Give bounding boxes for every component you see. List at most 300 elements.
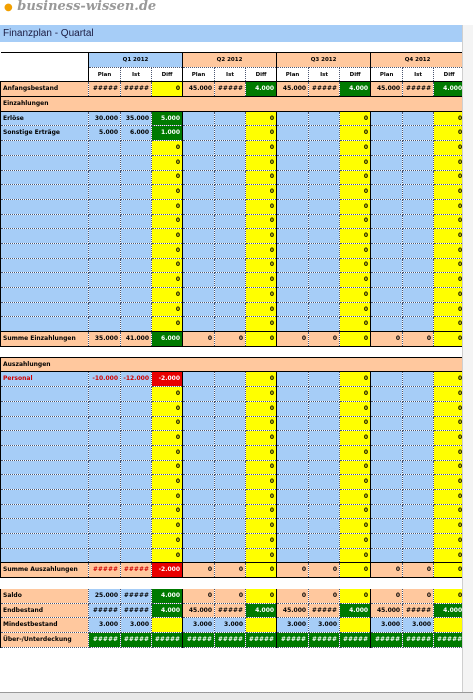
cell-q1-plan[interactable] — [89, 229, 121, 244]
cell-q3-ist[interactable] — [309, 199, 340, 214]
cell-q2-ist[interactable] — [215, 111, 246, 126]
cell-q3-ist[interactable] — [309, 111, 340, 126]
cell-q2-plan[interactable]: 45.000 — [183, 82, 215, 97]
cell-q2-plan[interactable] — [183, 288, 215, 303]
cell-q2-ist[interactable] — [215, 229, 246, 244]
cell-q1-ist[interactable]: 3.000 — [121, 618, 152, 633]
cell-q4-plan[interactable] — [371, 258, 403, 273]
cell-q1-ist[interactable] — [121, 141, 152, 156]
row-label[interactable] — [1, 185, 89, 200]
cell-q3-ist[interactable] — [309, 155, 340, 170]
cell-q4-diff[interactable]: 0 — [434, 199, 465, 214]
row-label[interactable] — [1, 288, 89, 303]
cell-q4-diff[interactable]: 0 — [434, 229, 465, 244]
row-label[interactable] — [1, 155, 89, 170]
cell-q1-plan[interactable] — [89, 214, 121, 229]
cell-q3-plan[interactable] — [277, 489, 309, 504]
cell-q1-ist[interactable]: 41.000 — [121, 332, 152, 347]
cell-q4-plan[interactable]: 0 — [371, 332, 403, 347]
cell-q1-ist[interactable] — [121, 199, 152, 214]
cell-q1-diff[interactable]: 0 — [152, 229, 183, 244]
cell-q1-diff[interactable]: 0 — [152, 214, 183, 229]
cell-q1-diff[interactable]: 0 — [152, 273, 183, 288]
cell-q2-diff[interactable]: 0 — [246, 155, 277, 170]
cell-q3-ist[interactable]: 3.000 — [309, 618, 340, 633]
cell-q2-ist[interactable] — [215, 475, 246, 490]
cell-q3-plan[interactable] — [277, 548, 309, 563]
row-label[interactable]: Sonstige Erträge — [1, 126, 89, 141]
cell-q4-ist[interactable] — [403, 548, 434, 563]
cell-q3-plan[interactable]: 0 — [277, 589, 309, 604]
cell-q1-plan[interactable] — [89, 548, 121, 563]
cell-q1-ist[interactable] — [121, 155, 152, 170]
cell-q3-diff[interactable]: 0 — [340, 401, 371, 416]
cell-q2-ist[interactable]: ##### — [215, 633, 246, 648]
cell-q4-diff[interactable]: 0 — [434, 111, 465, 126]
cell-q3-plan[interactable] — [277, 302, 309, 317]
cell-q4-ist[interactable] — [403, 258, 434, 273]
cell-q1-ist[interactable] — [121, 243, 152, 258]
cell-q3-diff[interactable]: 0 — [340, 155, 371, 170]
cell-q3-plan[interactable]: 45.000 — [277, 82, 309, 97]
row-label[interactable]: Anfangsbestand — [1, 82, 89, 97]
cell-q4-ist[interactable] — [403, 302, 434, 317]
cell-q1-ist[interactable]: ##### — [121, 589, 152, 604]
cell-q4-ist[interactable]: 0 — [403, 563, 434, 578]
cell-q1-plan[interactable]: 5.000 — [89, 126, 121, 141]
cell-q1-plan[interactable] — [89, 504, 121, 519]
cell-q4-diff[interactable]: 0 — [434, 332, 465, 347]
cell-q2-diff[interactable]: 0 — [246, 170, 277, 185]
cell-q3-diff[interactable]: 0 — [340, 387, 371, 402]
cell-q1-diff[interactable]: 0 — [152, 288, 183, 303]
cell-q3-plan[interactable] — [277, 445, 309, 460]
cell-q3-ist[interactable] — [309, 460, 340, 475]
cell-q3-ist[interactable] — [309, 302, 340, 317]
cell-q2-plan[interactable] — [183, 534, 215, 549]
row-label[interactable] — [1, 302, 89, 317]
cell-q1-plan[interactable]: 30.000 — [89, 111, 121, 126]
cell-q1-plan[interactable] — [89, 534, 121, 549]
cell-q4-ist[interactable] — [403, 317, 434, 332]
cell-q4-ist[interactable] — [403, 519, 434, 534]
cell-q4-ist[interactable]: 3.000 — [403, 618, 434, 633]
cell-q1-diff[interactable]: 0 — [152, 401, 183, 416]
cell-q3-ist[interactable] — [309, 185, 340, 200]
cell-q3-plan[interactable] — [277, 214, 309, 229]
cell-q4-diff[interactable]: 0 — [434, 155, 465, 170]
cell-q2-diff[interactable]: 0 — [246, 214, 277, 229]
cell-q4-plan[interactable]: 45.000 — [371, 82, 403, 97]
cell-q1-plan[interactable] — [89, 401, 121, 416]
row-label[interactable]: Über-/Unterdeckung — [1, 633, 89, 648]
cell-q2-diff[interactable]: ##### — [246, 633, 277, 648]
cell-q4-diff[interactable]: 0 — [434, 563, 465, 578]
cell-q3-diff[interactable]: 0 — [340, 170, 371, 185]
row-label[interactable] — [1, 475, 89, 490]
sheet-tab-bar[interactable] — [0, 692, 473, 700]
cell-q1-ist[interactable] — [121, 317, 152, 332]
cell-q3-ist[interactable] — [309, 288, 340, 303]
cell-q4-ist[interactable]: ##### — [403, 82, 434, 97]
cell-q1-plan[interactable] — [89, 243, 121, 258]
cell-q1-ist[interactable] — [121, 504, 152, 519]
cell-q3-diff[interactable]: 4.000 — [340, 82, 371, 97]
cell-q1-plan[interactable] — [89, 387, 121, 402]
cell-q3-plan[interactable]: 3.000 — [277, 618, 309, 633]
cell-q2-plan[interactable] — [183, 460, 215, 475]
cell-q1-ist[interactable] — [121, 288, 152, 303]
cell-q1-ist[interactable] — [121, 548, 152, 563]
cell-q4-plan[interactable] — [371, 214, 403, 229]
cell-q4-ist[interactable] — [403, 489, 434, 504]
row-label[interactable] — [1, 273, 89, 288]
cell-q3-ist[interactable]: 0 — [309, 563, 340, 578]
cell-q3-plan[interactable] — [277, 401, 309, 416]
cell-q3-diff[interactable]: 0 — [340, 185, 371, 200]
cell-q4-plan[interactable] — [371, 126, 403, 141]
cell-q2-plan[interactable] — [183, 185, 215, 200]
cell-q1-plan[interactable] — [89, 302, 121, 317]
cell-q3-ist[interactable] — [309, 489, 340, 504]
cell-q3-plan[interactable] — [277, 111, 309, 126]
cell-q1-diff[interactable]: -2.000 — [152, 372, 183, 387]
row-label[interactable] — [1, 401, 89, 416]
row-label[interactable] — [1, 534, 89, 549]
cell-q4-ist[interactable] — [403, 460, 434, 475]
cell-q3-diff[interactable]: 0 — [340, 317, 371, 332]
cell-q1-ist[interactable] — [121, 302, 152, 317]
cell-q1-plan[interactable] — [89, 170, 121, 185]
cell-q4-diff[interactable]: 0 — [434, 387, 465, 402]
cell-q2-plan[interactable] — [183, 401, 215, 416]
cell-q4-ist[interactable] — [403, 534, 434, 549]
cell-q1-diff[interactable]: 4.000 — [152, 603, 183, 618]
cell-q3-plan[interactable]: ##### — [277, 633, 309, 648]
cell-q4-diff[interactable]: 4.000 — [434, 82, 465, 97]
cell-q2-ist[interactable] — [215, 170, 246, 185]
cell-q2-ist[interactable] — [215, 126, 246, 141]
cell-q2-ist[interactable] — [215, 534, 246, 549]
cell-q1-diff[interactable]: 5.000 — [152, 111, 183, 126]
cell-q4-diff[interactable]: 4.000 — [434, 603, 465, 618]
cell-q1-diff[interactable]: 0 — [152, 141, 183, 156]
cell-q1-diff[interactable]: 0 — [152, 504, 183, 519]
cell-q4-diff[interactable]: 0 — [434, 534, 465, 549]
cell-q2-plan[interactable] — [183, 445, 215, 460]
cell-q1-plan[interactable] — [89, 141, 121, 156]
cell-q4-plan[interactable] — [371, 534, 403, 549]
cell-q1-diff[interactable]: 0 — [152, 445, 183, 460]
cell-q2-plan[interactable] — [183, 273, 215, 288]
cell-q4-ist[interactable] — [403, 475, 434, 490]
cell-q3-ist[interactable] — [309, 229, 340, 244]
cell-q4-ist[interactable]: ##### — [403, 633, 434, 648]
cell-q4-ist[interactable] — [403, 170, 434, 185]
cell-q2-diff[interactable]: 0 — [246, 534, 277, 549]
cell-q1-plan[interactable]: ##### — [89, 563, 121, 578]
cell-q3-plan[interactable] — [277, 475, 309, 490]
cell-q4-ist[interactable] — [403, 185, 434, 200]
cell-q1-diff[interactable]: 0 — [152, 431, 183, 446]
cell-q3-plan[interactable] — [277, 431, 309, 446]
cell-q1-plan[interactable] — [89, 258, 121, 273]
cell-q3-plan[interactable] — [277, 372, 309, 387]
cell-q1-diff[interactable] — [152, 618, 183, 633]
cell-q4-plan[interactable] — [371, 475, 403, 490]
cell-q4-ist[interactable]: 0 — [403, 589, 434, 604]
cell-q2-plan[interactable] — [183, 519, 215, 534]
cell-q3-ist[interactable] — [309, 431, 340, 446]
cell-q2-diff[interactable]: 0 — [246, 332, 277, 347]
cell-q1-ist[interactable] — [121, 258, 152, 273]
cell-q2-diff[interactable]: 0 — [246, 243, 277, 258]
cell-q1-plan[interactable]: ##### — [89, 82, 121, 97]
cell-q1-plan[interactable] — [89, 431, 121, 446]
cell-q3-diff[interactable]: 0 — [340, 111, 371, 126]
cell-q3-ist[interactable] — [309, 475, 340, 490]
cell-q4-plan[interactable] — [371, 387, 403, 402]
cell-q4-diff[interactable]: 0 — [434, 401, 465, 416]
cell-q2-ist[interactable]: 3.000 — [215, 618, 246, 633]
cell-q4-diff[interactable]: 0 — [434, 273, 465, 288]
row-label[interactable]: Mindestbestand — [1, 618, 89, 633]
cell-q1-diff[interactable]: 0 — [152, 170, 183, 185]
row-label[interactable] — [1, 229, 89, 244]
cell-q3-plan[interactable] — [277, 199, 309, 214]
cell-q2-diff[interactable]: 0 — [246, 445, 277, 460]
cell-q2-plan[interactable] — [183, 141, 215, 156]
cell-q2-diff[interactable]: 0 — [246, 416, 277, 431]
cell-q2-plan[interactable] — [183, 302, 215, 317]
cell-q4-plan[interactable] — [371, 155, 403, 170]
cell-q3-plan[interactable] — [277, 534, 309, 549]
cell-q2-plan[interactable]: 45.000 — [183, 603, 215, 618]
row-label[interactable]: Summe Auszahlungen — [1, 563, 89, 578]
cell-q2-diff[interactable]: 0 — [246, 372, 277, 387]
cell-q2-diff[interactable]: 0 — [246, 317, 277, 332]
cell-q2-ist[interactable] — [215, 489, 246, 504]
cell-q1-ist[interactable]: ##### — [121, 82, 152, 97]
cell-q2-plan[interactable] — [183, 548, 215, 563]
cell-q1-diff[interactable]: 0 — [152, 302, 183, 317]
cell-q4-plan[interactable] — [371, 548, 403, 563]
cell-q2-ist[interactable] — [215, 273, 246, 288]
cell-q1-diff[interactable]: ##### — [152, 633, 183, 648]
cell-q4-diff[interactable]: 0 — [434, 431, 465, 446]
cell-q2-plan[interactable]: 0 — [183, 563, 215, 578]
cell-q2-ist[interactable]: 0 — [215, 332, 246, 347]
cell-q2-plan[interactable]: ##### — [183, 633, 215, 648]
cell-q2-ist[interactable] — [215, 445, 246, 460]
cell-q3-diff[interactable]: 0 — [340, 563, 371, 578]
cell-q1-ist[interactable] — [121, 229, 152, 244]
cell-q4-diff[interactable]: 0 — [434, 460, 465, 475]
cell-q3-ist[interactable] — [309, 141, 340, 156]
cell-q4-plan[interactable] — [371, 288, 403, 303]
cell-q3-diff[interactable]: 0 — [340, 519, 371, 534]
cell-q2-ist[interactable] — [215, 243, 246, 258]
cell-q3-plan[interactable]: 0 — [277, 332, 309, 347]
cell-q2-plan[interactable] — [183, 243, 215, 258]
row-label[interactable] — [1, 243, 89, 258]
cell-q2-ist[interactable] — [215, 155, 246, 170]
cell-q3-ist[interactable] — [309, 170, 340, 185]
cell-q3-ist[interactable] — [309, 372, 340, 387]
cell-q3-diff[interactable]: 0 — [340, 258, 371, 273]
row-label[interactable]: Saldo — [1, 589, 89, 604]
cell-q1-diff[interactable]: 0 — [152, 199, 183, 214]
cell-q1-diff[interactable]: 0 — [152, 82, 183, 97]
row-label[interactable] — [1, 416, 89, 431]
cell-q4-plan[interactable] — [371, 372, 403, 387]
cell-q1-diff[interactable]: 4.000 — [152, 589, 183, 604]
cell-q4-diff[interactable]: 0 — [434, 258, 465, 273]
row-label[interactable]: Summe Einzahlungen — [1, 332, 89, 347]
cell-q2-ist[interactable] — [215, 416, 246, 431]
cell-q4-diff[interactable] — [434, 618, 465, 633]
cell-q1-ist[interactable]: ##### — [121, 603, 152, 618]
row-label[interactable] — [1, 504, 89, 519]
cell-q1-diff[interactable]: 0 — [152, 243, 183, 258]
cell-q4-ist[interactable] — [403, 445, 434, 460]
cell-q3-plan[interactable] — [277, 504, 309, 519]
cell-q2-plan[interactable] — [183, 155, 215, 170]
cell-q1-plan[interactable] — [89, 199, 121, 214]
cell-q1-ist[interactable]: ##### — [121, 633, 152, 648]
row-label[interactable] — [1, 258, 89, 273]
cell-q2-diff[interactable]: 0 — [246, 141, 277, 156]
cell-q3-diff[interactable]: 0 — [340, 243, 371, 258]
cell-q4-plan[interactable] — [371, 489, 403, 504]
cell-q2-ist[interactable] — [215, 258, 246, 273]
cell-q1-plan[interactable]: -10.000 — [89, 372, 121, 387]
cell-q3-ist[interactable] — [309, 317, 340, 332]
row-label[interactable] — [1, 460, 89, 475]
cell-q4-plan[interactable] — [371, 170, 403, 185]
cell-q3-ist[interactable] — [309, 126, 340, 141]
cell-q1-ist[interactable] — [121, 401, 152, 416]
cell-q3-plan[interactable] — [277, 317, 309, 332]
cell-q3-diff[interactable]: 0 — [340, 445, 371, 460]
cell-q1-diff[interactable]: 0 — [152, 534, 183, 549]
cell-q3-ist[interactable] — [309, 416, 340, 431]
cell-q3-ist[interactable] — [309, 534, 340, 549]
cell-q4-plan[interactable]: 3.000 — [371, 618, 403, 633]
cell-q3-ist[interactable] — [309, 548, 340, 563]
row-label[interactable]: Endbestand — [1, 603, 89, 618]
cell-q4-diff[interactable]: 0 — [434, 445, 465, 460]
cell-q2-plan[interactable] — [183, 199, 215, 214]
cell-q3-ist[interactable]: ##### — [309, 82, 340, 97]
cell-q2-diff[interactable]: 0 — [246, 199, 277, 214]
cell-q4-diff[interactable]: 0 — [434, 185, 465, 200]
cell-q2-ist[interactable]: 0 — [215, 589, 246, 604]
cell-q2-ist[interactable]: 0 — [215, 563, 246, 578]
cell-q1-ist[interactable] — [121, 416, 152, 431]
cell-q1-plan[interactable] — [89, 273, 121, 288]
cell-q2-diff[interactable]: 0 — [246, 563, 277, 578]
cell-q4-diff[interactable]: 0 — [434, 589, 465, 604]
cell-q3-diff[interactable]: 0 — [340, 273, 371, 288]
cell-q2-plan[interactable] — [183, 489, 215, 504]
cell-q1-diff[interactable]: 0 — [152, 460, 183, 475]
cell-q4-diff[interactable]: 0 — [434, 243, 465, 258]
cell-q3-diff[interactable]: 0 — [340, 416, 371, 431]
cell-q1-ist[interactable]: 6.000 — [121, 126, 152, 141]
cell-q2-diff[interactable]: 0 — [246, 589, 277, 604]
cell-q4-ist[interactable] — [403, 431, 434, 446]
cell-q1-ist[interactable]: -12.000 — [121, 372, 152, 387]
cell-q3-ist[interactable]: 0 — [309, 589, 340, 604]
cell-q1-ist[interactable] — [121, 534, 152, 549]
cell-q3-ist[interactable] — [309, 445, 340, 460]
cell-q2-diff[interactable]: 4.000 — [246, 603, 277, 618]
cell-q2-diff[interactable]: 0 — [246, 519, 277, 534]
cell-q4-plan[interactable] — [371, 460, 403, 475]
cell-q2-ist[interactable] — [215, 372, 246, 387]
row-label[interactable] — [1, 387, 89, 402]
cell-q2-ist[interactable] — [215, 185, 246, 200]
cell-q2-ist[interactable] — [215, 460, 246, 475]
cell-q1-plan[interactable] — [89, 475, 121, 490]
cell-q3-ist[interactable] — [309, 387, 340, 402]
row-label[interactable] — [1, 214, 89, 229]
cell-q1-plan[interactable]: 25.000 — [89, 589, 121, 604]
cell-q2-plan[interactable] — [183, 416, 215, 431]
cell-q1-plan[interactable] — [89, 489, 121, 504]
cell-q4-ist[interactable] — [403, 372, 434, 387]
cell-q3-plan[interactable] — [277, 416, 309, 431]
cell-q3-plan[interactable] — [277, 243, 309, 258]
cell-q3-ist[interactable] — [309, 504, 340, 519]
row-label[interactable] — [1, 445, 89, 460]
cell-q2-plan[interactable] — [183, 170, 215, 185]
cell-q1-ist[interactable] — [121, 214, 152, 229]
cell-q3-plan[interactable]: 0 — [277, 563, 309, 578]
cell-q4-plan[interactable]: ##### — [371, 633, 403, 648]
cell-q4-diff[interactable]: 0 — [434, 317, 465, 332]
cell-q2-plan[interactable] — [183, 229, 215, 244]
cell-q3-plan[interactable] — [277, 258, 309, 273]
cell-q2-diff[interactable]: 0 — [246, 185, 277, 200]
cell-q4-plan[interactable] — [371, 229, 403, 244]
cell-q3-diff[interactable]: 0 — [340, 372, 371, 387]
cell-q3-diff[interactable]: 4.000 — [340, 603, 371, 618]
cell-q4-ist[interactable] — [403, 416, 434, 431]
cell-q2-diff[interactable]: 0 — [246, 288, 277, 303]
cell-q4-ist[interactable] — [403, 126, 434, 141]
cell-q2-ist[interactable] — [215, 214, 246, 229]
row-label[interactable] — [1, 431, 89, 446]
cell-q2-diff[interactable] — [246, 618, 277, 633]
cell-q4-ist[interactable] — [403, 155, 434, 170]
cell-q1-diff[interactable]: 0 — [152, 519, 183, 534]
cell-q2-diff[interactable]: 0 — [246, 431, 277, 446]
cell-q1-ist[interactable]: 35.000 — [121, 111, 152, 126]
cell-q1-ist[interactable] — [121, 460, 152, 475]
cell-q4-ist[interactable] — [403, 199, 434, 214]
cell-q3-ist[interactable]: ##### — [309, 603, 340, 618]
cell-q2-ist[interactable] — [215, 548, 246, 563]
cell-q2-plan[interactable] — [183, 504, 215, 519]
cell-q2-diff[interactable]: 0 — [246, 273, 277, 288]
cell-q1-diff[interactable]: 0 — [152, 475, 183, 490]
cell-q2-ist[interactable] — [215, 141, 246, 156]
cell-q3-diff[interactable]: 0 — [340, 141, 371, 156]
cell-q2-plan[interactable] — [183, 317, 215, 332]
cell-q1-diff[interactable]: 0 — [152, 548, 183, 563]
